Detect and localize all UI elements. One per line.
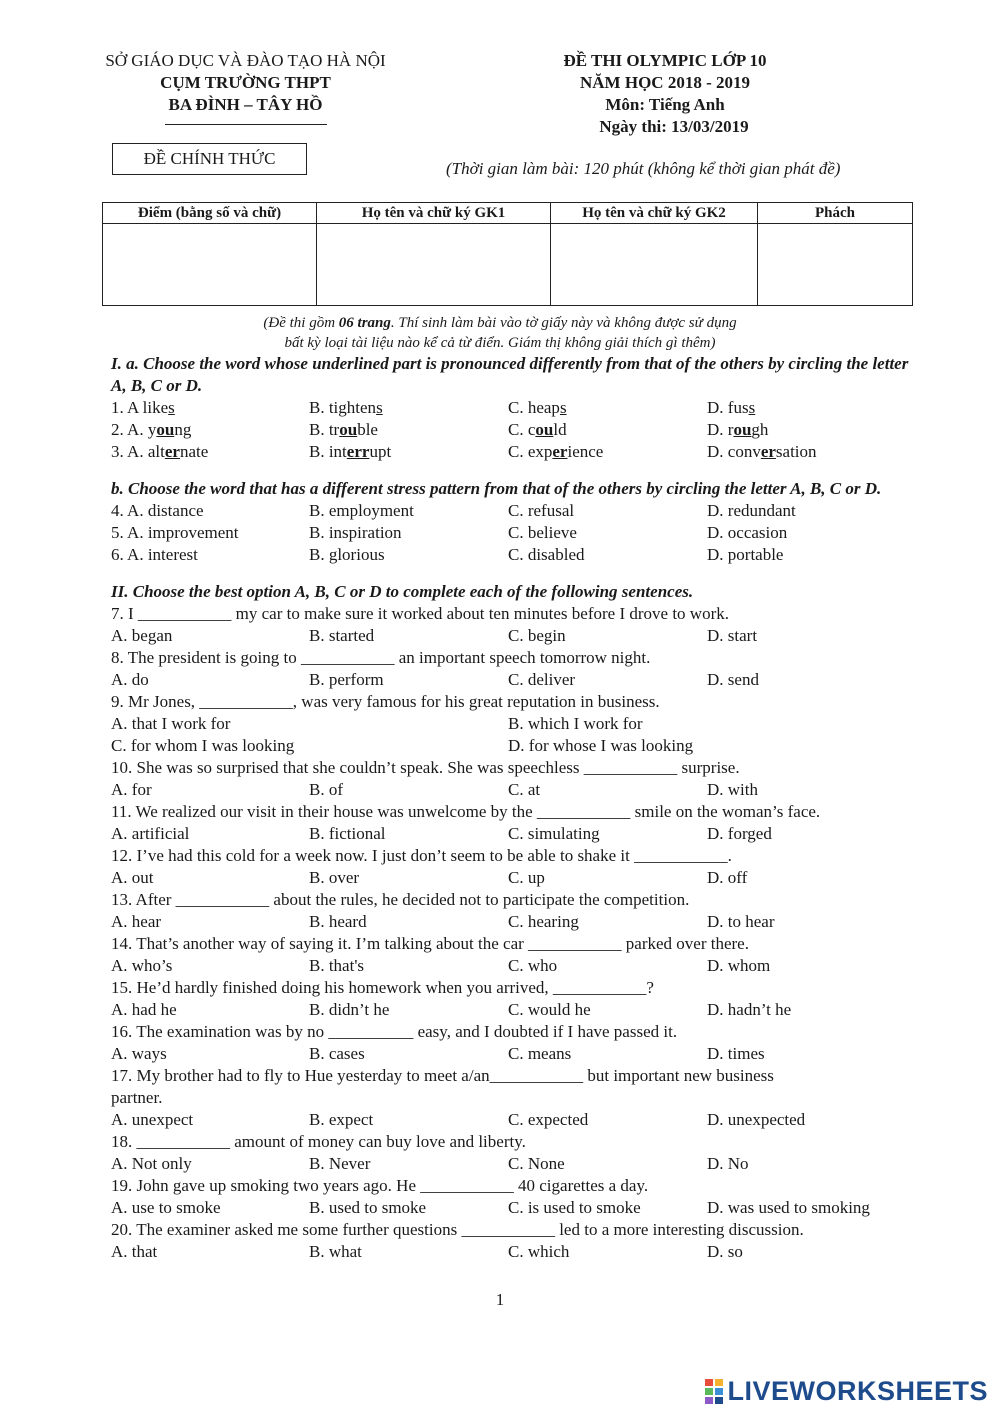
- option-7a[interactable]: A. began: [111, 626, 173, 645]
- option-2d[interactable]: D. rough: [707, 420, 769, 439]
- question-8-options: [111, 669, 911, 691]
- question-3-options: [111, 441, 911, 463]
- examiner2-header: Họ tên và chữ ký GK2: [551, 203, 758, 224]
- option-15b[interactable]: B. didn’t he: [309, 1000, 390, 1019]
- question-10-options: [111, 779, 911, 801]
- option-17c[interactable]: C. expected: [508, 1110, 589, 1129]
- question-8: 8. The president is going to ___________ an important speech tomorrow night.: [111, 648, 651, 667]
- time-note: (Thời gian làm bài: 120 phút (không kể thời gian phát đề): [446, 159, 841, 178]
- option-6d[interactable]: D. portable: [707, 545, 784, 564]
- question-12-options: [111, 867, 911, 889]
- option-7d[interactable]: D. start: [707, 626, 758, 645]
- school-cluster: CỤM TRƯỜNG THPT: [160, 73, 331, 92]
- score-header: Điểm (bằng số và chữ): [103, 203, 317, 224]
- option-18a[interactable]: A. Not only: [111, 1154, 192, 1173]
- option-16d[interactable]: D. times: [707, 1044, 765, 1063]
- option-11c[interactable]: C. simulating: [508, 824, 600, 843]
- question-20: 20. The examiner asked me some further questions ___________ led to a more interesting discussion.: [111, 1220, 804, 1239]
- question-19: 19. John gave up smoking two years ago. He ___________ 40 cigarettes a day.: [111, 1176, 649, 1195]
- option-8d[interactable]: D. send: [707, 670, 759, 689]
- question-18-options: [111, 1153, 911, 1175]
- question-20-options: [111, 1241, 911, 1263]
- question-17-continued: partner.: [111, 1088, 163, 1107]
- code-cell[interactable]: [758, 224, 913, 306]
- option-15c[interactable]: C. would he: [508, 1000, 591, 1019]
- option-17a[interactable]: A. unexpect: [111, 1110, 194, 1129]
- option-20b[interactable]: B. what: [309, 1242, 362, 1261]
- section-1a-text: Choose the word whose underlined part is pronounced differently from that of the others by circling the letter A, B, C or D.: [111, 354, 909, 395]
- header-divider: [165, 124, 327, 125]
- option-1c[interactable]: C. heaps: [508, 398, 567, 417]
- option-18b[interactable]: B. Never: [309, 1154, 371, 1173]
- page-note-pre: (Đề thi gồm: [263, 315, 339, 331]
- question-6-options: [111, 544, 911, 566]
- section-2-heading: II. Choose the best option A, B, C or D to complete each of the following sentences.: [111, 582, 694, 601]
- exam-content: [111, 353, 911, 1263]
- option-5a[interactable]: 5. A. improvement: [111, 523, 239, 542]
- option-11b[interactable]: B. fictional: [309, 824, 386, 843]
- exam-date: Ngày thi: 13/03/2019: [599, 117, 749, 136]
- option-10c[interactable]: C. at: [508, 780, 541, 799]
- exam-title: ĐỀ THI OLYMPIC LỚP 10: [563, 51, 767, 70]
- option-10b[interactable]: B. of: [309, 780, 343, 799]
- option-2a[interactable]: 2. A. young: [111, 420, 192, 439]
- school-district: BA ĐÌNH – TÂY HỒ: [168, 95, 323, 114]
- option-13b[interactable]: B. heard: [309, 912, 367, 931]
- option-8c[interactable]: C. deliver: [508, 670, 576, 689]
- question-15: 15. He’d hardly finished doing his homework when you arrived, ___________?: [111, 978, 654, 997]
- question-7: 7. I ___________ my car to make sure it worked about ten minutes before I drove to work.: [111, 604, 729, 623]
- option-10d[interactable]: D. with: [707, 780, 758, 799]
- option-13a[interactable]: A. hear: [111, 912, 162, 931]
- option-6a[interactable]: 6. A. interest: [111, 545, 198, 564]
- code-header: Phách: [758, 203, 913, 224]
- option-3b[interactable]: B. interrupt: [309, 442, 392, 461]
- option-14b[interactable]: B. that's: [309, 956, 365, 975]
- question-18: 18. ___________ amount of money can buy love and liberty.: [111, 1132, 526, 1151]
- option-17d[interactable]: D. unexpected: [707, 1110, 806, 1129]
- option-7c[interactable]: C. begin: [508, 626, 566, 645]
- section-1b-heading: b. Choose the word that has a different stress pattern from that of the others by circling the letter A, B, C or D.: [111, 479, 882, 498]
- option-20a[interactable]: A. that: [111, 1242, 158, 1261]
- option-19d[interactable]: D. was used to smoking: [707, 1198, 870, 1217]
- page-count: 06 trang: [338, 315, 391, 331]
- option-11d[interactable]: D. forged: [707, 824, 772, 843]
- option-9c[interactable]: C. for whom I was looking: [111, 736, 295, 755]
- question-17-options: [111, 1109, 911, 1131]
- option-14c[interactable]: C. who: [508, 956, 558, 975]
- question-16-options: [111, 1043, 911, 1065]
- question-15-options: [111, 999, 911, 1021]
- question-5-options: [111, 522, 911, 544]
- exam-header: [540, 50, 790, 138]
- option-1b[interactable]: B. tightens: [309, 398, 383, 417]
- page-note-post: . Thí sinh làm bài vào tờ giấy này và không được sử dụng: [390, 315, 737, 331]
- question-9-options-cd: [111, 735, 911, 757]
- option-14d[interactable]: D. whom: [707, 956, 771, 975]
- option-19b[interactable]: B. used to smoke: [309, 1198, 427, 1217]
- option-3a[interactable]: 3. A. alternate: [111, 442, 209, 461]
- option-7b[interactable]: B. started: [309, 626, 375, 645]
- question-11: 11. We realized our visit in their house was unwelcome by the ___________ smile on the woman’s face.: [111, 802, 821, 821]
- grading-table: [102, 202, 913, 306]
- option-20d[interactable]: D. so: [707, 1242, 743, 1261]
- option-3c[interactable]: C. experience: [508, 442, 604, 461]
- option-8a[interactable]: A. do: [111, 670, 149, 689]
- question-2-options: [111, 419, 911, 441]
- option-20c[interactable]: C. which: [508, 1242, 570, 1261]
- option-13d[interactable]: D. to hear: [707, 912, 775, 931]
- option-13c[interactable]: C. hearing: [508, 912, 579, 931]
- option-4c[interactable]: C. refusal: [508, 501, 575, 520]
- option-5d[interactable]: D. occasion: [707, 523, 788, 542]
- school-year: NĂM HỌC 2018 - 2019: [580, 73, 750, 92]
- brand-name: LIVEWORKSHEETS: [727, 1376, 988, 1406]
- page-note-line2: bất kỳ loại tài liệu nào kể cả từ điển. Giám thị không giải thích gì thêm): [284, 335, 716, 351]
- question-13-options: [111, 911, 911, 933]
- option-12a[interactable]: A. out: [111, 868, 154, 887]
- question-17: 17. My brother had to fly to Hue yesterday to meet a/an___________ but important new business: [111, 1066, 774, 1085]
- option-10a[interactable]: A. for: [111, 780, 152, 799]
- option-1a[interactable]: 1. A likes: [111, 398, 175, 417]
- option-4d[interactable]: D. redundant: [707, 501, 796, 520]
- liveworksheets-brand[interactable]: [705, 1376, 988, 1407]
- question-14: 14. That’s another way of saying it. I’m talking about the car ___________ parked over there.: [111, 934, 749, 953]
- question-1-options: [111, 397, 911, 419]
- option-18c[interactable]: C. None: [508, 1154, 565, 1173]
- option-9a[interactable]: A. that I work for: [111, 714, 231, 733]
- question-9: 9. Mr Jones, ___________, was very famous for his great reputation in business.: [111, 692, 660, 711]
- option-9b[interactable]: B. which I work for: [508, 714, 643, 733]
- department-name: SỞ GIÁO DỤC VÀ ĐÀO TẠO HÀ NỘI: [105, 51, 386, 70]
- school-header: [88, 50, 403, 116]
- question-11-options: [111, 823, 911, 845]
- examiner1-cell[interactable]: [317, 224, 551, 306]
- question-12: 12. I’ve had this cold for a week now. I just don’t seem to be able to shake it ___________.: [111, 846, 732, 865]
- option-12d[interactable]: D. off: [707, 868, 748, 887]
- question-13: 13. After ___________ about the rules, he decided not to participate the competition.: [111, 890, 690, 909]
- subject: Môn: Tiếng Anh: [605, 95, 725, 114]
- option-3d[interactable]: D. conversation: [707, 442, 817, 461]
- option-15d[interactable]: D. hadn’t he: [707, 1000, 792, 1019]
- question-4-options: [111, 500, 911, 522]
- question-16: 16. The examination was by no __________ easy, and I doubted if I have passed it.: [111, 1022, 678, 1041]
- option-6c[interactable]: C. disabled: [508, 545, 585, 564]
- option-1d[interactable]: D. fuss: [707, 398, 756, 417]
- liveworksheets-logo-icon: [705, 1379, 723, 1405]
- option-17b[interactable]: B. expect: [309, 1110, 374, 1129]
- option-2c[interactable]: C. could: [508, 420, 567, 439]
- option-18d[interactable]: D. No: [707, 1154, 749, 1173]
- page-number: 1: [495, 1290, 505, 1309]
- question-19-options: [111, 1197, 911, 1219]
- option-4b[interactable]: B. employment: [309, 501, 414, 520]
- score-cell[interactable]: [103, 224, 317, 306]
- option-15a[interactable]: A. had he: [111, 1000, 177, 1019]
- option-19a[interactable]: A. use to smoke: [111, 1198, 221, 1217]
- option-11a[interactable]: A. artificial: [111, 824, 190, 843]
- option-16b[interactable]: B. cases: [309, 1044, 365, 1063]
- question-10: 10. She was so surprised that she couldn’t speak. She was speechless ___________ surprise.: [111, 758, 740, 777]
- option-5c[interactable]: C. believe: [508, 523, 577, 542]
- option-5b[interactable]: B. inspiration: [309, 523, 402, 542]
- option-8b[interactable]: B. perform: [309, 670, 384, 689]
- examiner2-cell[interactable]: [551, 224, 758, 306]
- option-14a[interactable]: A. who’s: [111, 956, 173, 975]
- question-14-options: [111, 955, 911, 977]
- question-9-options-ab: [111, 713, 911, 735]
- option-16a[interactable]: A. ways: [111, 1044, 167, 1063]
- option-12b[interactable]: B. over: [309, 868, 360, 887]
- page-note: [150, 313, 850, 353]
- section-1a-prefix: I. a.: [111, 354, 139, 373]
- examiner1-header: Họ tên và chữ ký GK1: [317, 203, 551, 224]
- question-7-options: [111, 625, 911, 647]
- section-1a-heading: [111, 353, 911, 397]
- option-4a[interactable]: 4. A. distance: [111, 501, 204, 520]
- option-16c[interactable]: C. means: [508, 1044, 572, 1063]
- option-12c[interactable]: C. up: [508, 868, 545, 887]
- official-exam-box: ĐỀ CHÍNH THỨC: [112, 143, 307, 175]
- option-6b[interactable]: B. glorious: [309, 545, 385, 564]
- option-2b[interactable]: B. trouble: [309, 420, 378, 439]
- option-19c[interactable]: C. is used to smoke: [508, 1198, 641, 1217]
- option-9d[interactable]: D. for whose I was looking: [508, 736, 694, 755]
